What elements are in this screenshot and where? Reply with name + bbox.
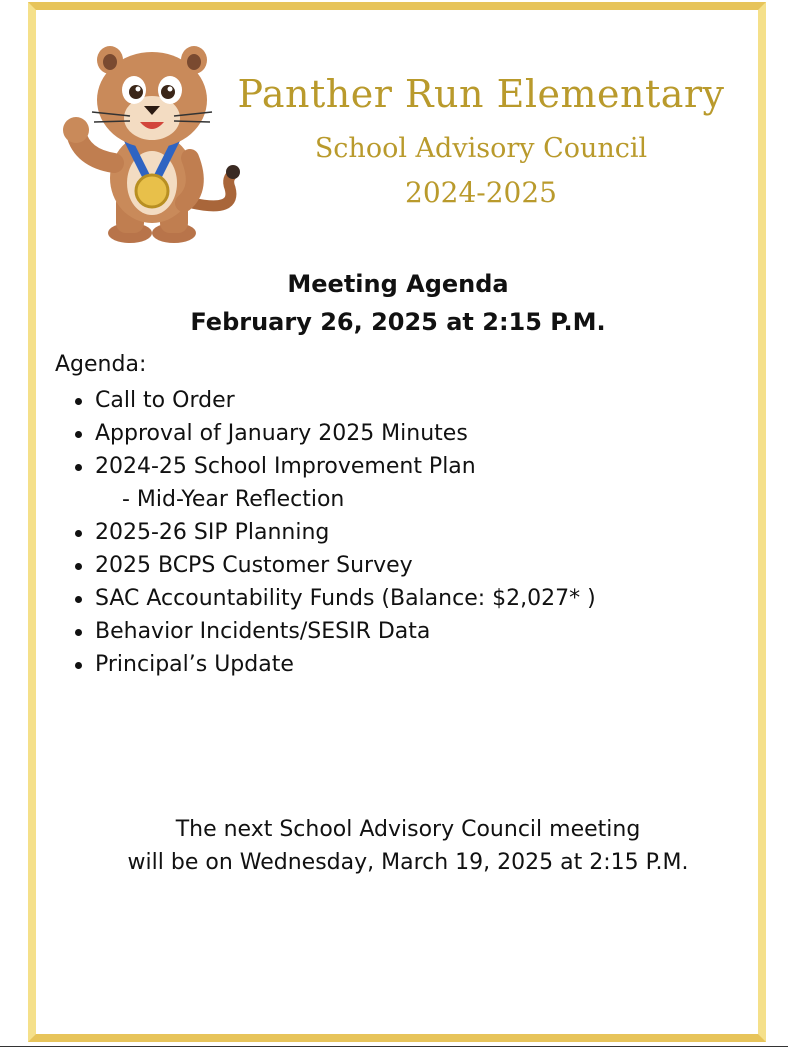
agenda-item-behavior-incidents: Behavior Incidents/SESIR Data [55, 615, 596, 648]
agenda-item-sip-planning: 2025-26 SIP Planning [55, 516, 596, 549]
agenda-item-accountability-funds: SAC Accountability Funds (Balance: $2,027* ) [55, 582, 596, 615]
agenda-item-principals-update: Principal’s Update [55, 648, 596, 681]
page-bottom-rule [0, 1046, 788, 1047]
next-meeting-line-1: The next School Advisory Council meeting [175, 817, 641, 842]
agenda-label: Agenda: [55, 352, 147, 377]
school-name: Panther Run Elementary [237, 72, 725, 116]
meeting-date: February 26, 2025 at 2:15 P.M. [190, 308, 606, 336]
next-meeting-line-2: will be on Wednesday, March 19, 2025 at 2:15 P.M. [127, 850, 689, 875]
agenda-item-call-to-order: Call to Order [55, 384, 596, 417]
agenda-list [55, 384, 596, 681]
panther-mascot-icon [52, 38, 242, 248]
agenda-item-school-improvement-plan: 2024-25 School Improvement Plan [55, 450, 596, 483]
meeting-title: Meeting Agenda [287, 270, 509, 298]
agenda-subitem-mid-year-reflection: - Mid-Year Reflection [122, 487, 345, 512]
next-meeting-notice [0, 813, 788, 879]
agenda-item-customer-survey: 2025 BCPS Customer Survey [55, 549, 596, 582]
agenda-item-approval-minutes: Approval of January 2025 Minutes [55, 417, 596, 450]
school-year: 2024-2025 [405, 176, 557, 209]
council-name: School Advisory Council [314, 133, 648, 164]
